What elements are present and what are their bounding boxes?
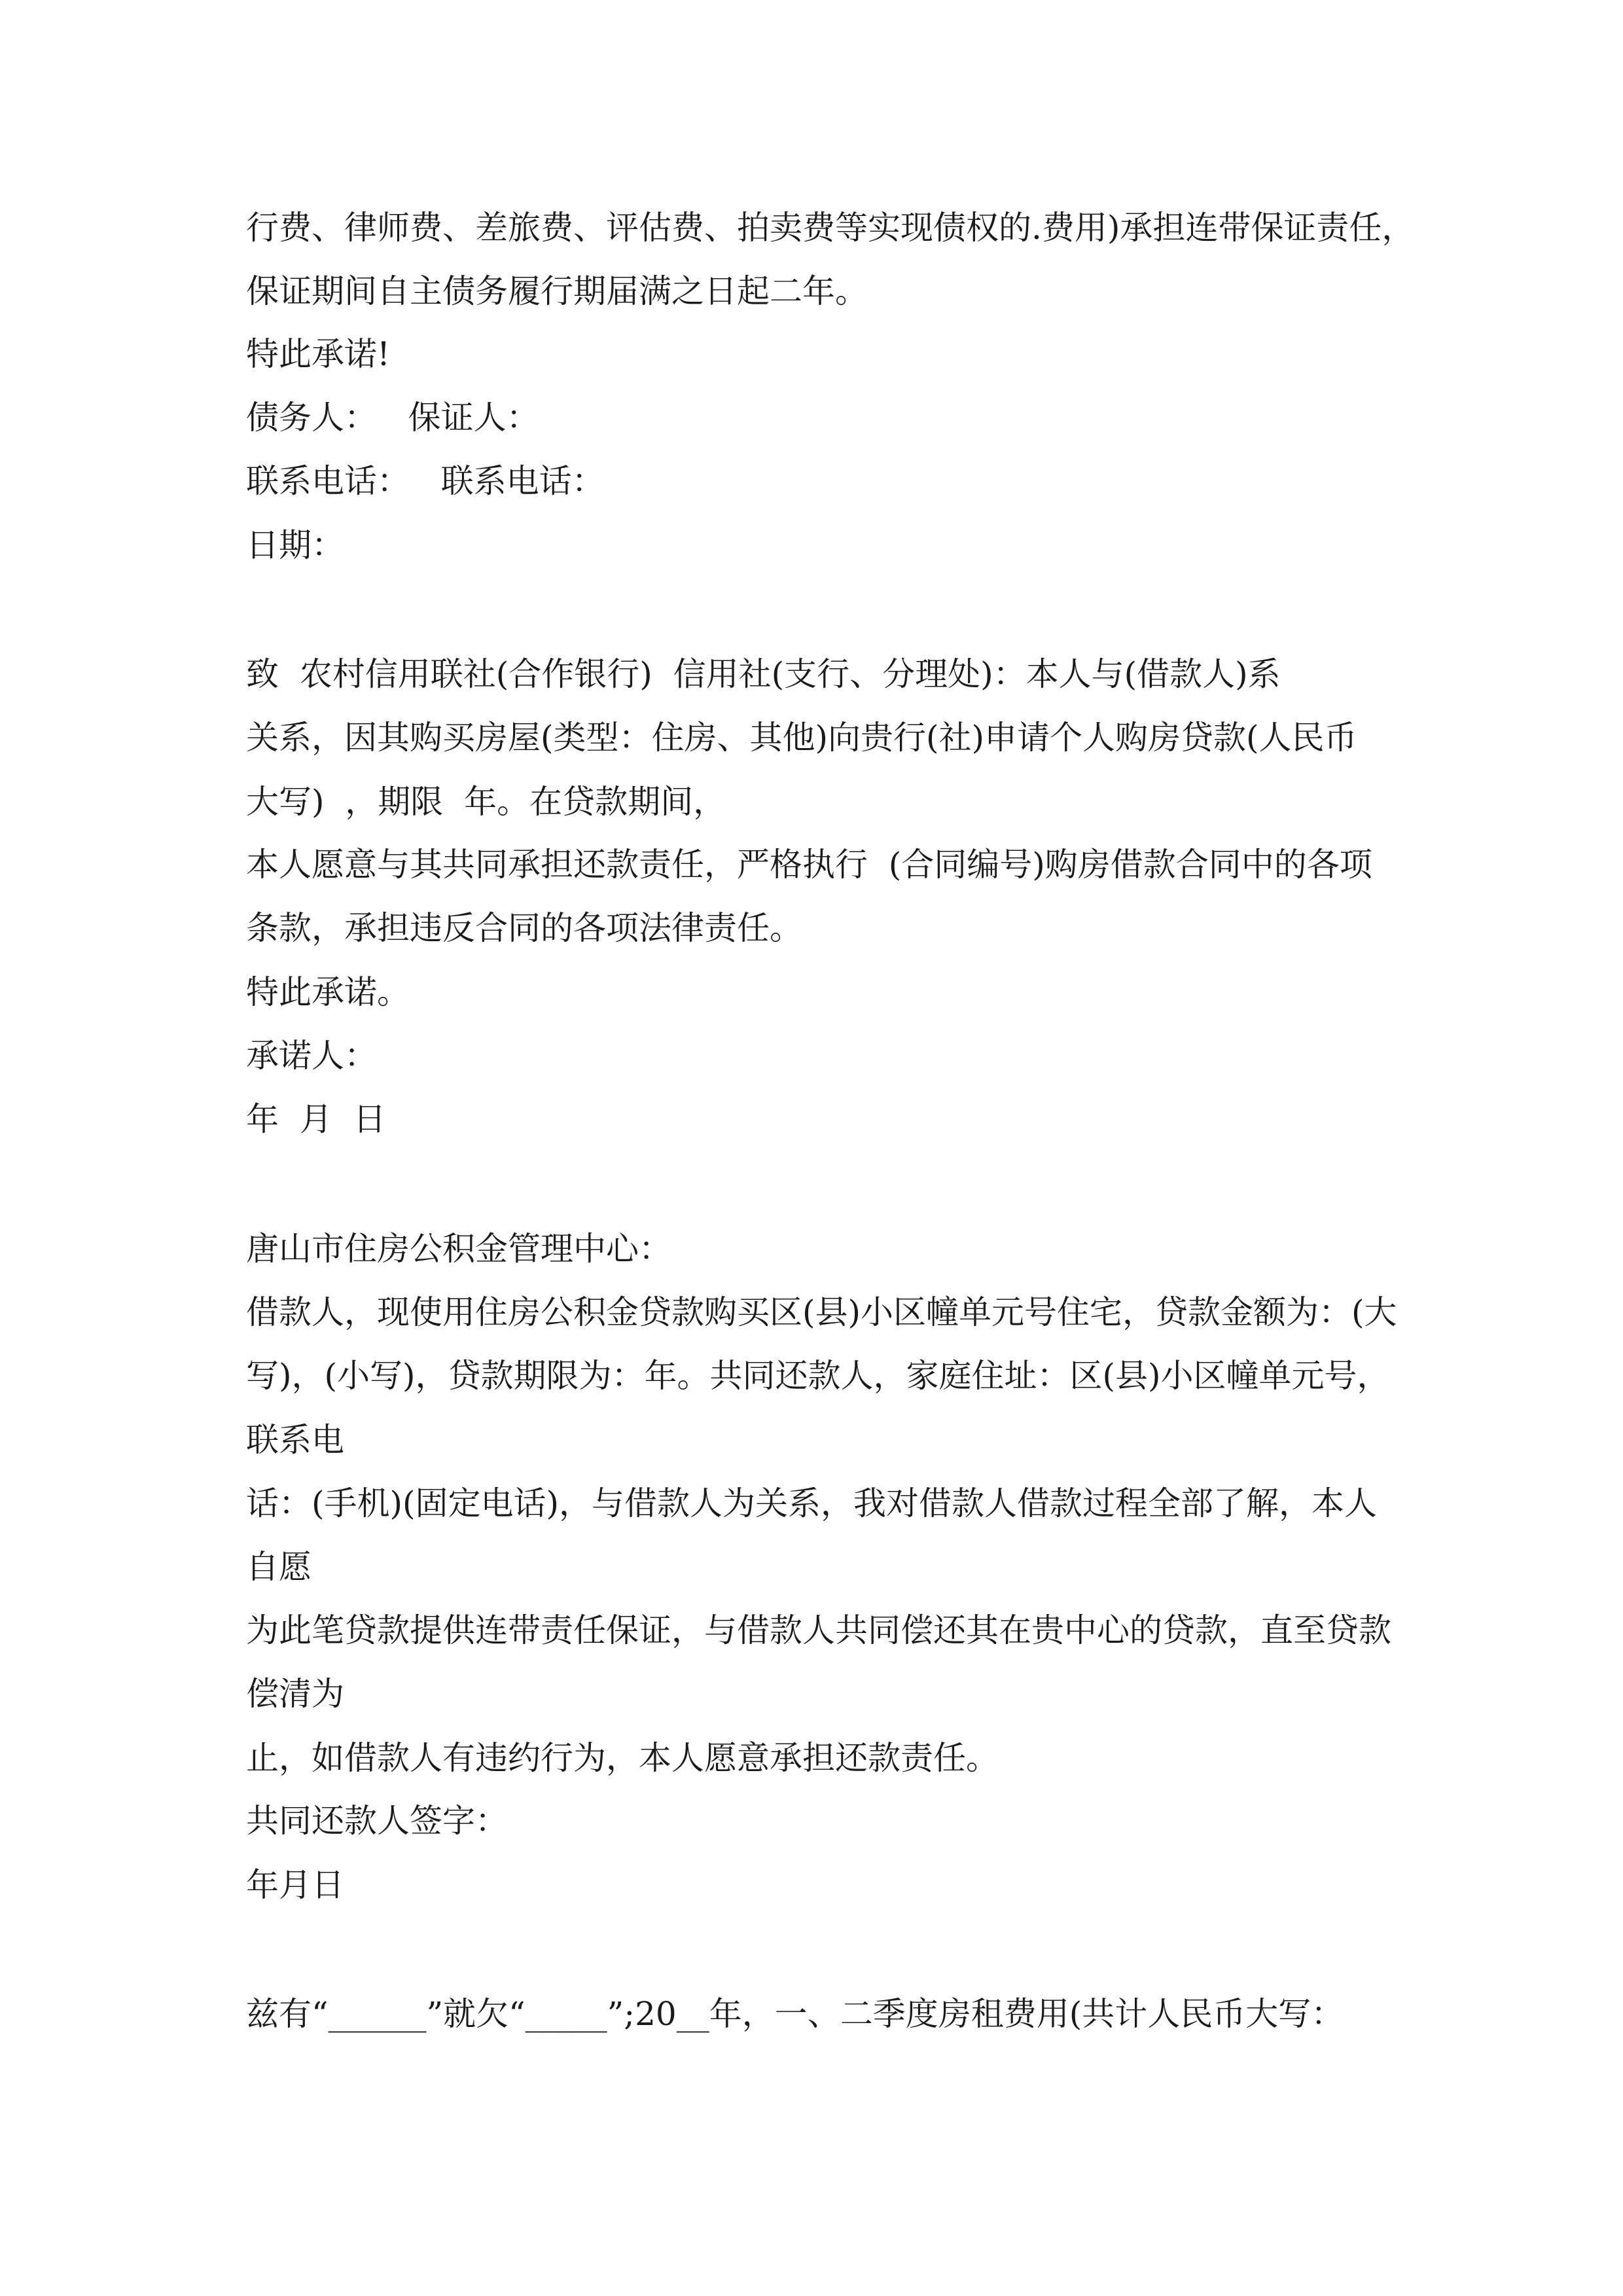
- text-line-22: 偿清为: [246, 1675, 344, 1713]
- text-line-15: 唐山市住房公积金管理中心：: [246, 1230, 671, 1268]
- text-line-11: 条款，承担违反合同的各项法律责任。: [246, 909, 802, 947]
- text-line-17: 写)，(小写)，贷款期限为：年。共同还款人，家庭住址：区(县)小区幢单元号，: [246, 1357, 1390, 1395]
- text-line-23: 止，如借款人有违约行为，本人愿意承担还款责任。: [246, 1739, 999, 1777]
- text-line-2: 保证期间自主债务履行期届满之日起二年。: [246, 272, 868, 310]
- text-line-1: 行费、律师费、差旅费、评估费、拍卖费等实现债权的.费用)承担连带保证责任，: [246, 209, 1415, 247]
- text-line-25: 年月日: [246, 1866, 344, 1904]
- text-line-19: 话：(手机)(固定电话)，与借款人为关系，我对借款人借款过程全部了解，本人: [246, 1484, 1378, 1522]
- text-line-18: 联系电: [246, 1421, 344, 1459]
- text-line-21: 为此笔贷款提供连带责任保证，与借款人共同偿还其在贵中心的贷款，直至贷款: [246, 1611, 1391, 1649]
- text-line-20: 自愿: [246, 1548, 312, 1586]
- text-line-9: 大写) ，期限 年。在贷款期间，: [246, 783, 726, 821]
- text-line-12: 特此承诺。: [246, 973, 410, 1011]
- text-line-10: 本人愿意与其共同承担还款责任，严格执行 (合同编号)购房借款合同中的各项: [246, 846, 1372, 884]
- text-line-7: 致 农村信用联社(合作银行) 信用社(支行、分理处)：本人与(借款人)系: [246, 655, 1281, 693]
- text-line-8: 关系，因其购买房屋(类型：住房、其他)向贵行(社)申请个人购房贷款(人民币: [246, 719, 1357, 757]
- text-line-4: 债务人： 保证人：: [246, 399, 539, 437]
- text-line-13: 承诺人：: [246, 1037, 377, 1075]
- text-line-16: 借款人，现使用住房公积金贷款购买区(县)小区幢单元号住宅，贷款金额为：(大: [246, 1293, 1397, 1331]
- text-line-3: 特此承诺!: [246, 335, 391, 373]
- text-line-24: 共同还款人签字：: [246, 1802, 508, 1840]
- text-line-5: 联系电话： 联系电话：: [246, 462, 605, 500]
- text-line-26: 兹有“______”就欠“_____”;20__年，一、二季度房租费用(共计人民币大写：: [246, 1995, 1344, 2033]
- text-line-6: 日期：: [246, 526, 344, 564]
- text-line-14: 年 月 日: [246, 1100, 386, 1138]
